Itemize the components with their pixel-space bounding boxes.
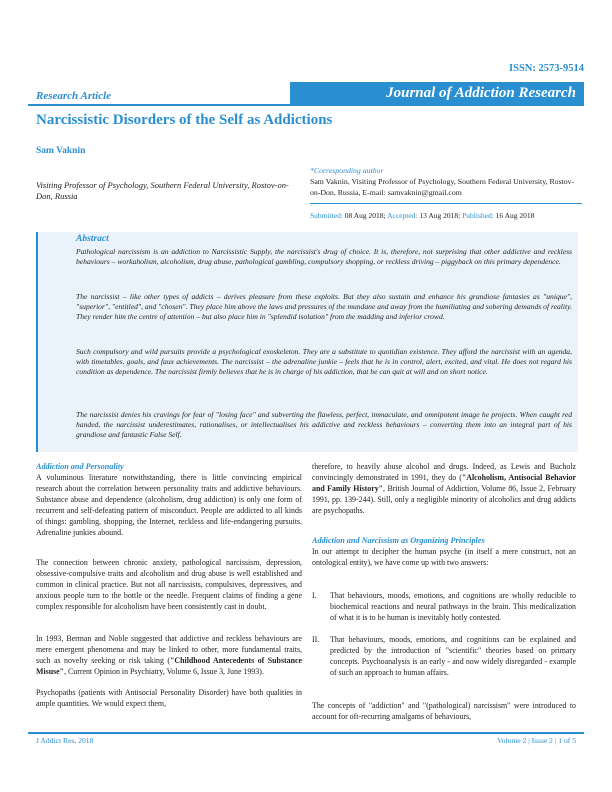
journal-title: Journal of Addiction Research — [386, 85, 576, 101]
paper-title: Narcissistic Disorders of the Self as Addictions — [36, 112, 333, 128]
left-paragraph-4: Psychopaths (patients with Antisocial Personality Disorder) have both qualities in ample quantities. We would expect them, — [36, 688, 302, 708]
abstract-box — [36, 232, 578, 452]
list-item-2 — [312, 634, 576, 689]
footer-rule — [28, 732, 584, 734]
right-paragraph-2: The concepts of "addiction" and "(pathological) narcissism" were introduced to account for oft-recurring amalgams of behaviours, — [312, 701, 576, 721]
list-item-1-text: That behaviours, moods, emotions, and cognitions are wholly reducible to biochemical reactions and neural pathways in the brain. This medicalization of what it is to be human is inevitably hotly contested. — [330, 591, 576, 622]
section-heading-organizing-principles: Addiction and Narcissism as Organizing Principles — [312, 536, 485, 545]
abstract-heading: Abstract — [76, 234, 109, 244]
corresponding-author — [310, 165, 582, 198]
list-item-1 — [312, 590, 576, 634]
author-affiliation: Visiting Professor of Psychology, Southern Federal University, Rostov-on-Don, Russia — [36, 180, 289, 201]
left-paragraph-3: In 1993, Berman and Noble suggested that addictive and reckless behaviours are mere emergent phenomena and may be linked to other, more fundamental traits, such as novelty seeking or risk taking ("Childhood Antecedents of Substance Misuse", Current Opinion in Psychiatry, Volume 6, Issue 3, June 1993). — [36, 634, 302, 676]
journal-header — [28, 82, 584, 106]
list-item-2-number: II. — [312, 635, 320, 644]
footer-page-info: Volume 2 | Issue 2 | 1 of 5 — [497, 736, 576, 745]
article-type: Research Article — [36, 90, 112, 102]
right-paragraph-1: In our attempt to decipher the human psyche (in itself a mere construct, not an ontological entity), we have come up with two answers: — [312, 547, 576, 567]
abstract-paragraph-2: The narcissist – like other types of addicts – derives pleasure from these exploits. But they also sustain and enhance his grandiose fantasies as "unique", "superior", "entitled", and "chosen". They place him above the laws and pressures of the mundane and away from the humiliating and sobering demands of reality. They render him the centre of attention – but also place him in "splendid isolation" from the madding and inferior crowd. — [76, 292, 572, 322]
cited-title-childhood: "Childhood Antecedents of Substance Misuse" — [36, 656, 302, 676]
author-name: Sam Vaknin — [36, 146, 86, 156]
section-heading-addiction-personality: Addiction and Personality — [36, 462, 124, 471]
corresponding-text: Sam Vaknin, Visiting Professor of Psychology, Southern Federal University, Rostov-on-Don, Russia, E-mail: samvaknin@gmail.com — [310, 177, 575, 197]
submitted-date: 08 Aug 2018; — [344, 211, 386, 220]
footer-journal: J Addict Res, 2018 — [36, 736, 94, 745]
journal-banner — [290, 82, 584, 106]
list-item-1-number: I. — [312, 591, 317, 600]
cited-title-alcoholism: "Alcoholism, Antisocial Behavior and Family History" — [312, 473, 576, 493]
accepted-label: Accepted: — [387, 211, 418, 220]
published-date: 16 Aug 2018 — [495, 211, 535, 220]
corresponding-divider — [310, 203, 582, 204]
published-label: Published: — [462, 211, 494, 220]
corresponding-heading: *Corresponding author — [310, 166, 384, 175]
submitted-label: Submitted: — [310, 211, 343, 220]
abstract-paragraph-1: Pathological narcissism is an addiction to Narcissistic Supply, the narcissist's drug of choice. It is, therefore, not surprising that other addictive and reckless behaviours – workaholism, alcoholism, drug abuse, pathological gambling, compulsory shopping, or reckless driving – piggyback on this primary dependence. — [76, 247, 572, 267]
article-dates — [310, 211, 582, 220]
left-paragraph-2: The connection between chronic anxiety, pathological narcissism, depression, obsessive-compulsive traits and alcoholism and drug abuse is well established and common in clinical practice. But not all narcissists, compulsives, depressives, and anxious people turn to the bottle or the needle. Frequent claims of finding a gene complex responsible for alcoholism have been consistently cast in doubt. — [36, 558, 302, 611]
abstract-paragraph-4: The narcissist denies his cravings for fear of "losing face" and subverting the flawless, perfect, immaculate, and omnipotent image he projects. When caught red handed, the narcissist underestimates, rationalises, or intellectualises his addictive and reckless behaviours – converting them into an integral part of his grandiose and fantastic False Self. — [76, 410, 572, 440]
right-paragraph-0: therefore, to heavily abuse alcohol and drugs. Indeed, as Lewis and Bucholz convincingly demonstrated in 1991, they do ("Alcoholism, Antisocial Behavior and Family History", British Journal of Addiction, Volume 86, Issue 2, February 1991, pp. 139-244). Still, only a negligible minority of alcoholics and drug addicts are psychopaths. — [312, 462, 576, 515]
issn: ISSN: 2573-9514 — [509, 63, 584, 74]
list-item-2-text: That behaviours, moods, emotions, and cognitions can be explained and predicted by the introduction of "scientific" theories based on primary concepts. Psychoanalysis is an early - and now widely disregarded - example of such an approach to human affairs. — [330, 635, 576, 677]
abstract-paragraph-3: Such compulsory and wild pursuits provide a psychological exoskeleton. They are a substitute to quotidian existence. They afford the narcissist with an agenda, with timetables, goals, and faux achievements. The narcissist – the adrenaline junkie – feels that he is in control, alert, excited, and vital. He does not regard his condition as dependence. The narcissist firmly believes that he is in charge of his addiction, that he can quit at will and on short notice. — [76, 347, 572, 377]
accepted-date: 13 Aug 2018; — [419, 211, 461, 220]
left-paragraph-1: A voluminous literature notwithstanding, there is little convincing empirical research about the correlation between personality traits and addictive behaviours. Substance abuse and dependence (alcoholism, drug addiction) is only one form of recurrent and self-defeating pattern of misconduct. People are addicted to all kinds of things: gambling, shopping, the Internet, reckless and life-endangering pursuits. Adrenaline junkies abound. — [36, 473, 302, 537]
